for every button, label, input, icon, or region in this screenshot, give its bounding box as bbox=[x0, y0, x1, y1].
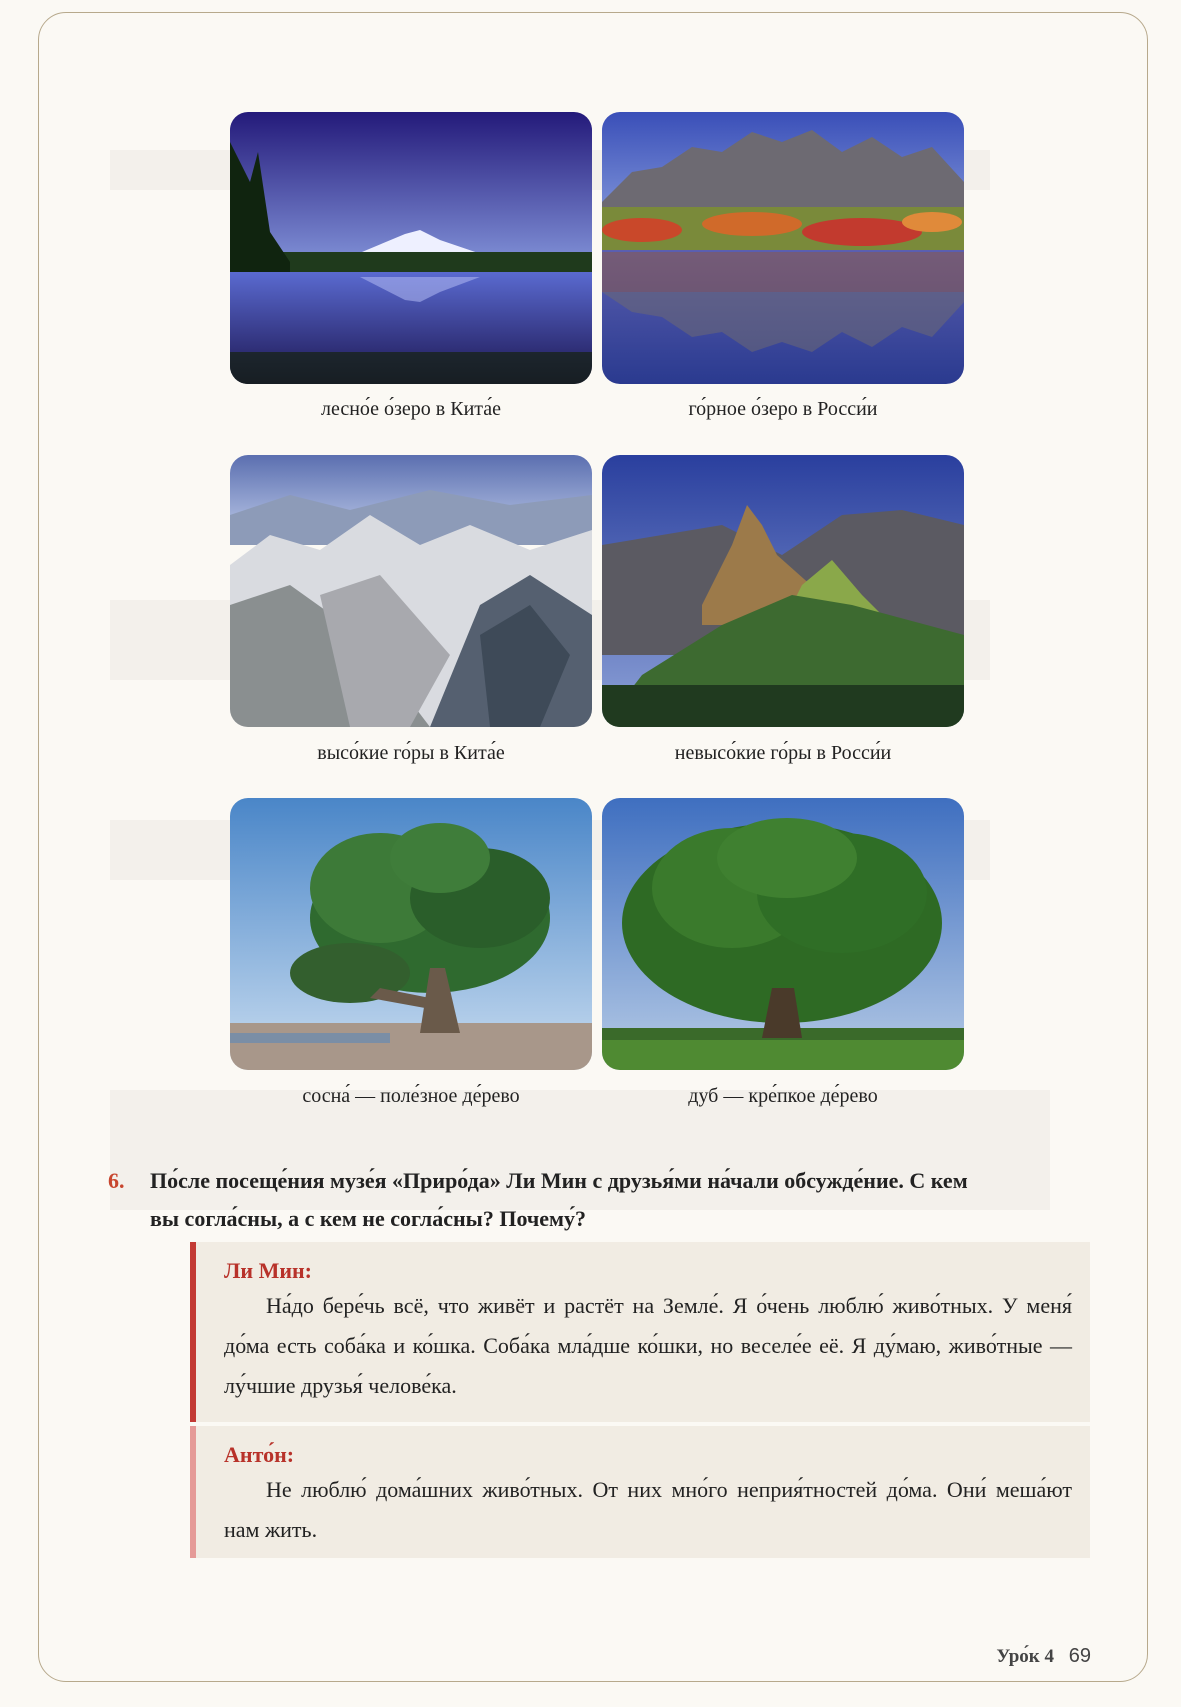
caption-forest-lake: лесно́е о́зеро в Кита́е bbox=[320, 398, 502, 420]
task-text-line2: вы согла́сны, а с кем не согла́сны? Почему́? bbox=[150, 1206, 587, 1231]
caption-oak-tree: дуб — кре́пкое де́рево bbox=[688, 1085, 878, 1107]
task-6 bbox=[108, 1162, 1108, 1238]
page-number: 69 bbox=[1068, 1645, 1091, 1667]
speech-text: Не люблю́ дома́шних живо́тных. От них мно́го неприя́тностей до́ма. Они́ меша́ют нам жить. bbox=[224, 1477, 1072, 1542]
speech-text: На́до бере́чь всё, что живёт и растёт на Земле́. Я о́чень люблю́ живо́тных. У меня́ до́ма есть соба́ка и ко́шка. Соба́ка мла́дше ко́шки, но веселе́е её. Я ду́маю, живо́тные — лу́чшие друзья́ челове́ка. bbox=[224, 1293, 1072, 1398]
task-number: 6. bbox=[108, 1168, 125, 1193]
dialogue-li-min bbox=[190, 1242, 1090, 1422]
caption-mountain-lake: го́рное о́зеро в Росси́и bbox=[688, 398, 878, 420]
task-line-1 bbox=[108, 1162, 1108, 1200]
forest-lake-photo bbox=[230, 112, 592, 384]
speaker-name: Анто́н: bbox=[224, 1442, 295, 1467]
page-footer bbox=[996, 1645, 1091, 1668]
pine-tree-photo bbox=[230, 798, 592, 1070]
caption-pine-tree: сосна́ — поле́зное де́рево bbox=[302, 1085, 520, 1107]
task-text-line1: По́сле посеще́ния музе́я «Приро́да» Ли Мин с друзья́ми на́чали обсужде́ние. С кем bbox=[150, 1168, 968, 1193]
caption-low-mountains: невысо́кие го́ры в Росси́и bbox=[674, 742, 892, 764]
high-mountains-photo bbox=[230, 455, 592, 727]
low-mountains-photo bbox=[602, 455, 964, 727]
dialogue-bar bbox=[190, 1426, 196, 1558]
dialogue-bar bbox=[190, 1242, 196, 1422]
lesson-label: Уро́к 4 bbox=[996, 1646, 1054, 1667]
dialogue-anton bbox=[190, 1426, 1090, 1558]
mountain-lake-photo bbox=[602, 112, 964, 384]
speaker-name: Ли Мин: bbox=[224, 1258, 313, 1283]
caption-high-mountains: высо́кие го́ры в Кита́е bbox=[317, 742, 505, 764]
oak-tree-photo bbox=[602, 798, 964, 1070]
